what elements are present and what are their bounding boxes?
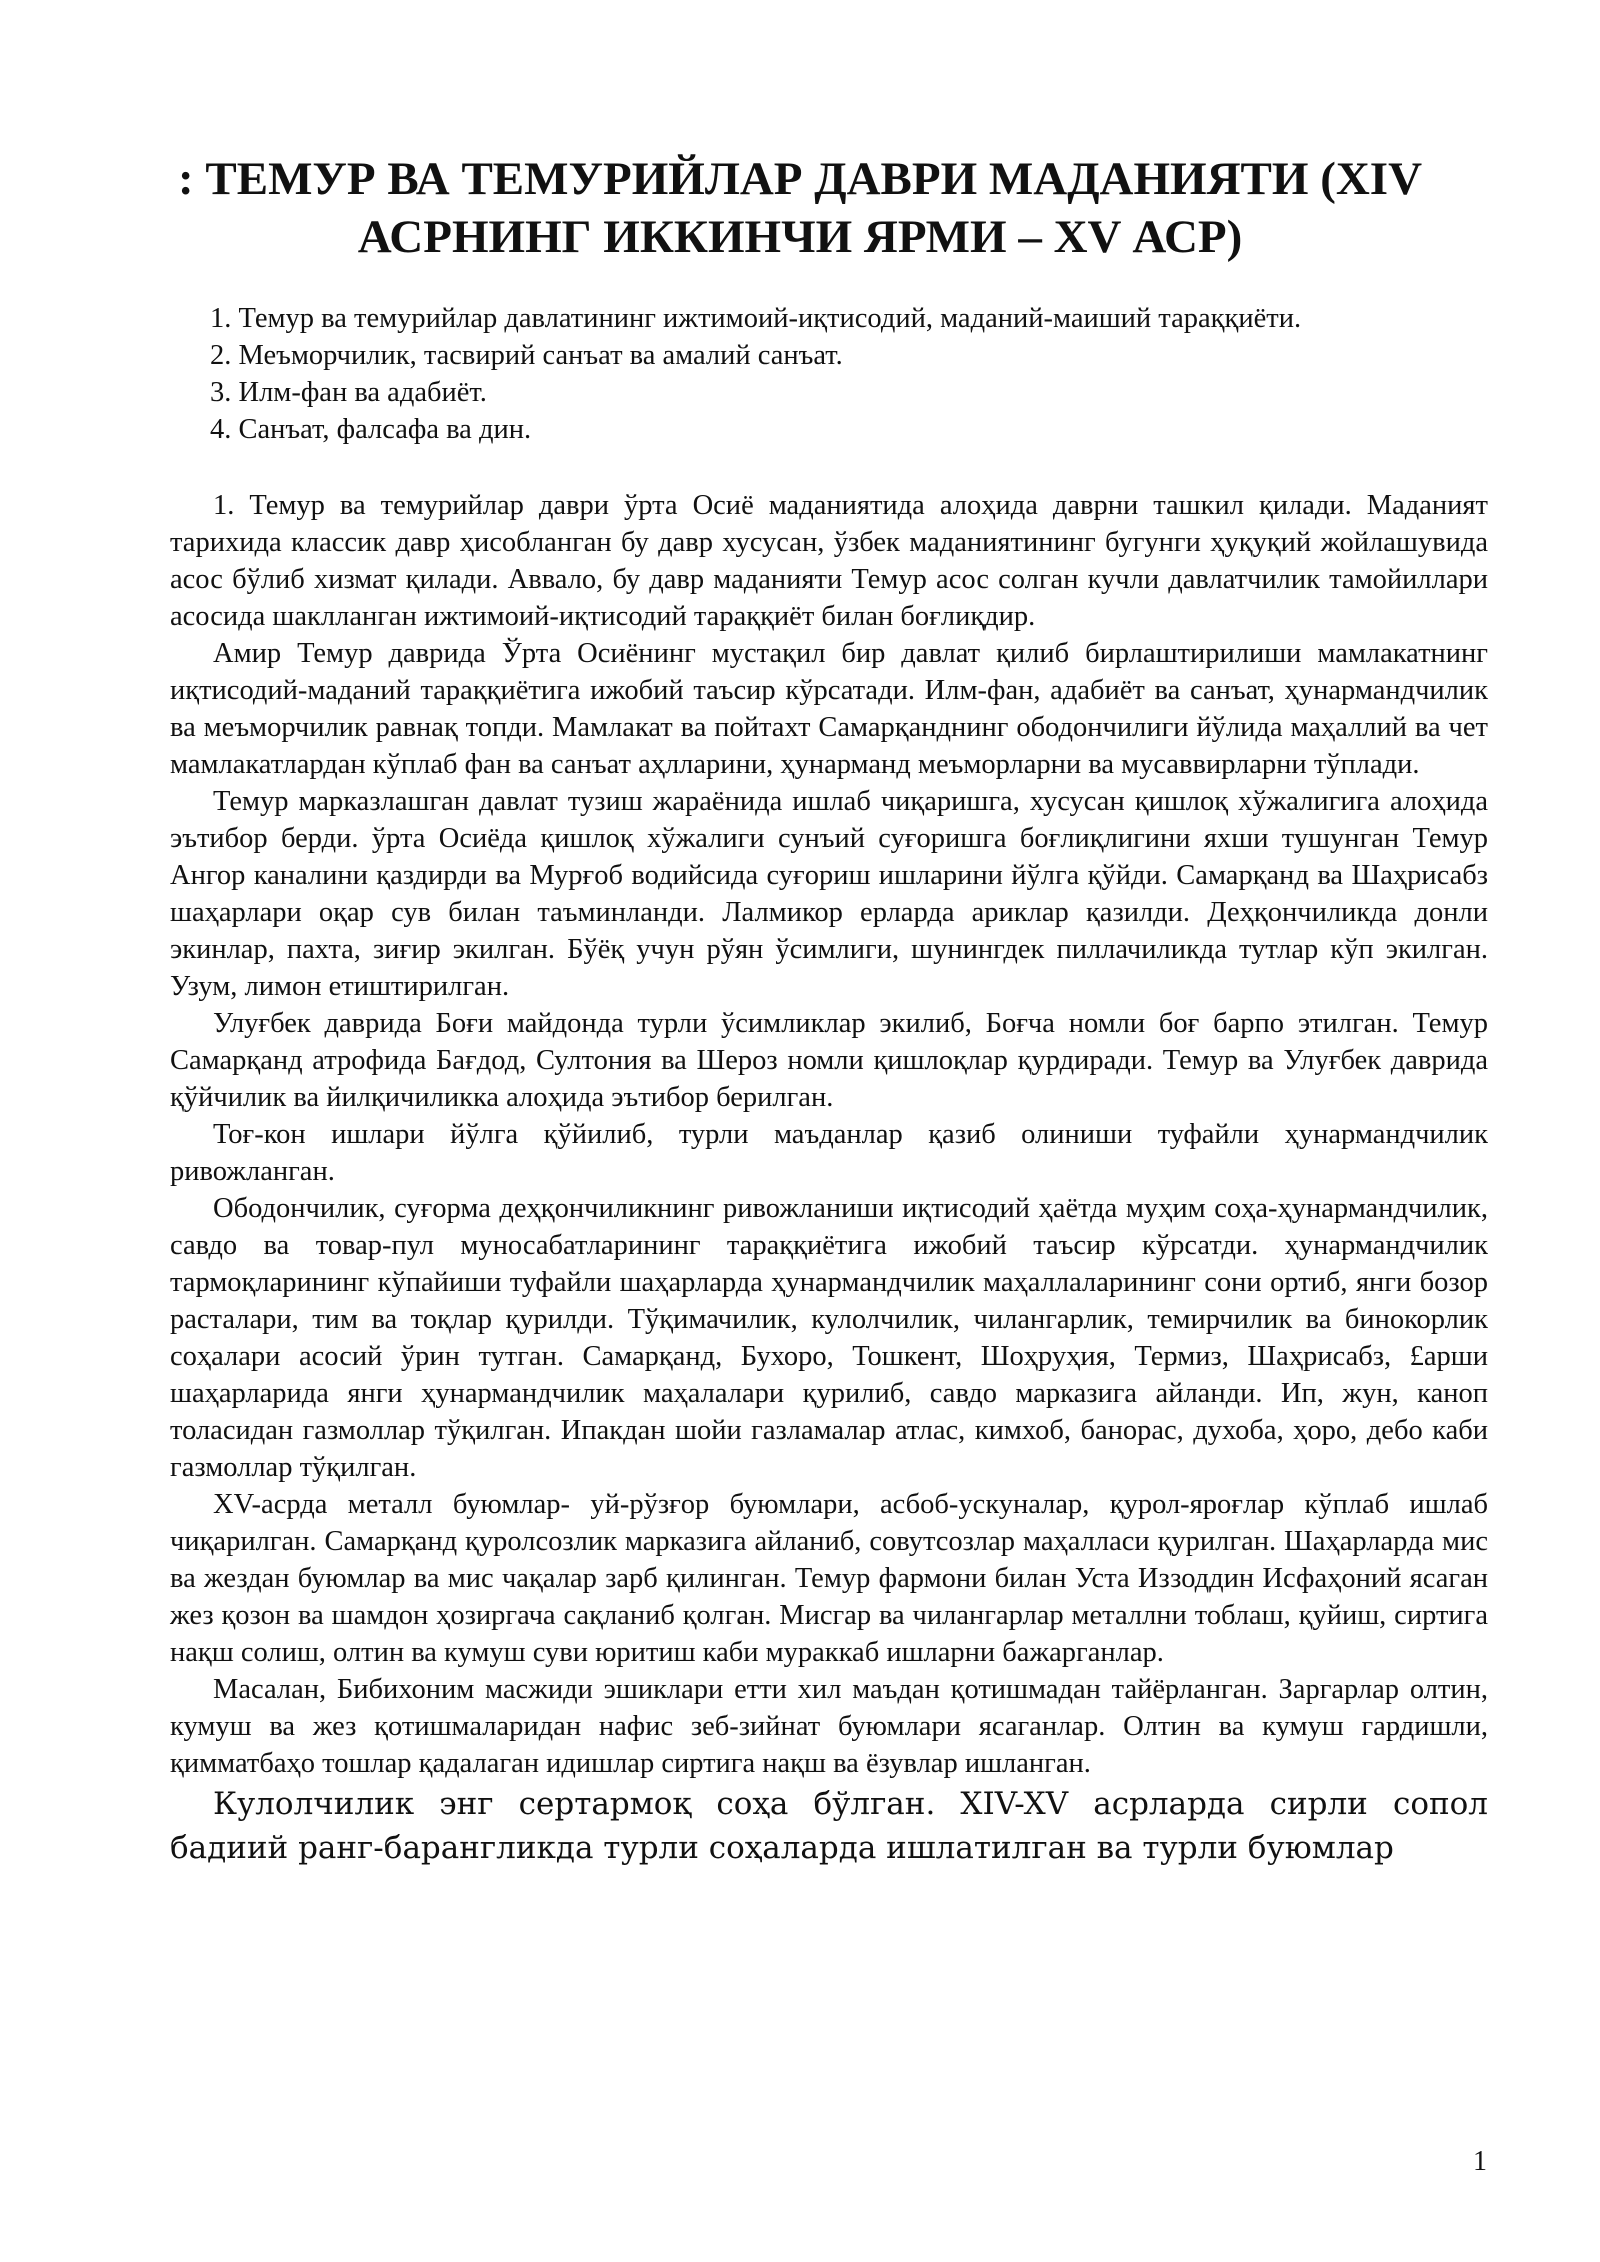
document-body — [170, 487, 1488, 1870]
topic-item: 3. Илм-фан ва адабиёт. — [210, 377, 487, 408]
page-number: 1 — [1473, 2146, 1487, 2177]
paragraph: Тоғ-кон ишлари йўлга қўйилиб, турли маъданлар қазиб олиниши туфайли ҳунармандчилик ривожланган. — [170, 1119, 1488, 1187]
paragraph: Ободончилик, суғорма деҳқончиликнинг ривожланиши иқтисодий ҳаётда муҳим соҳа-ҳунармандчилик, савдо ва товар-пул муносабатларининг тараққиётига ижобий таъсир кўрсатди. ҳунармандчилик тармоқларининг кўпайиши туфайли шаҳарларда ҳунармандчилик маҳаллаларининг сони ортиб, янги бозор расталари, тим ва тоқлар қурилди. Тўқимачилик, кулолчилик, чилангарлик, темирчилик ва бинокорлик соҳалари асосий ўрин тутган. Самарқанд, Бухоро, Тошкент, Шоҳруҳия, Термиз, Шаҳрисабз, £арши шаҳарларида янги ҳунармандчилик маҳалалари қурилиб, савдо марказига айланди. Ип, жун, каноп толасидан газмоллар тўқилган. Ипакдан шойи газламалар атлас, кимхоб, банорас, духоба, ҳоро, дебо каби газмоллар тўқилган. — [170, 1193, 1488, 1483]
topic-item: 2. Меъморчилик, тасвирий санъат ва амалий санъат. — [210, 340, 843, 371]
document-title: : ТЕМУР ВА ТЕМУРИЙЛАР ДАВРИ МАДАНИЯТИ (XIV АСРНИНГ ИККИНЧИ ЯРМИ – XV АСР) — [177, 153, 1423, 263]
topic-item: 4. Санъат, фалсафа ва дин. — [210, 414, 532, 445]
paragraph: Темур марказлашган давлат тузиш жараёнида ишлаб чиқаришга, хусусан қишлоқ хўжалигига алоҳида эътибор берди. ўрта Осиёда қишлоқ хўжалиги сунъий суғоришга боғлиқлигини яхши тушунган Темур Ангор каналини қаздирди ва Мурғоб водийсида суғориш ишларини йўлга қўйди. Самарқанд ва Шаҳрисабз шаҳарлари оқар сув билан таъминланди. Лалмикор ерларда ариклар қазилди. Деҳқончиликда донли экинлар, пахта, зиғир экилган. Бўёқ учун рўян ўсимлиги, шунингдек пиллачиликда тутлар кўп экилган. Узум, лимон етиштирилган. — [170, 786, 1488, 1002]
topic-item: 1. Темур ва темурийлар давлатининг ижтимоий-иқтисодий, маданий-маиший тараққиёти. — [210, 303, 1302, 334]
paragraph: Амир Темур даврида Ўрта Осиёнинг мустақил бир давлат қилиб бирлаштирилиши мамлакатнинг иқтисодий-маданий тараққиётига ижобий таъсир кўрсатади. Илм-фан, адабиёт ва санъат, ҳунармандчилик ва меъморчилик равнақ топди. Мамлакат ва пойтахт Самарқанднинг ободончилиги йўлида маҳаллий ва чет мамлакатлардан кўплаб фан ва санъат аҳлларини, ҳунарманд меъморларни ва мусаввирларни тўплади. — [170, 638, 1488, 780]
paragraph: XV-асрда металл буюмлар- уй-рўзғор буюмлари, асбоб-ускуналар, қурол-яроғлар кўплаб ишлаб чиқарилган. Самарқанд қуролсозлик марказига айланиб, совутсозлар маҳалласи қурилган. Шаҳарларда мис ва жездан буюмлар ва мис чақалар зарб қилинган. Темур фармони билан Уста Иззоддин Исфаҳоний ясаган жез қозон ва шамдон ҳозиргача сақланиб қолган. Мисгар ва чилангарлар металлни тоблаш, қуйиш, сиртига нақш солиш, олтин ва кумуш суви юритиш каби мураккаб ишларни бажарганлар. — [170, 1489, 1488, 1668]
paragraph: Улуғбек даврида Боғи майдонда турли ўсимликлар экилиб, Боғча номли боғ барпо этилган. Темур Самарқанд атрофида Бағдод, Султония ва Шероз номли қишлоқлар қурдиради. Темур ва Улуғбек даврида қўйчилик ва йилқичиликка алоҳида эътибор берилган. — [170, 1008, 1488, 1113]
topic-list — [210, 300, 1510, 448]
paragraph: 1. Темур ва темурийлар даври ўрта Осиё маданиятида алоҳида даврни ташкил қилади. Маданият тарихида классик давр ҳисобланган бу давр хусусан, ўзбек маданиятининг бугунги ҳуқуқий жойлашувида асос бўлиб хизмат қилади. Аввало, бу давр маданияти Темур асос солган кучли давлатчилик тамойиллари асосида шаклланган ижтимоий-иқтисодий тараққиёт билан боғлиқдир. — [170, 490, 1488, 632]
paragraph: Масалан, Бибихоним масжиди эшиклари етти хил маъдан қотишмадан тайёрланган. Заргарлар олтин, кумуш ва жез қотишмаларидан нафис зеб-зийнат буюмлари ясаганлар. Олтин ва кумуш гардишли, қимматбаҳо тошлар қадалаган идишлар сиртига нақш ва ёзувлар ишланган. — [170, 1674, 1488, 1779]
paragraph-continued: Кулолчилик энг сертармоқ соҳа бўлган. XIV-XV асрларда сирли сопол бадиий ранг-барангликда турли соҳаларда ишлатилган ва турли буюмлар — [170, 1786, 1488, 1866]
